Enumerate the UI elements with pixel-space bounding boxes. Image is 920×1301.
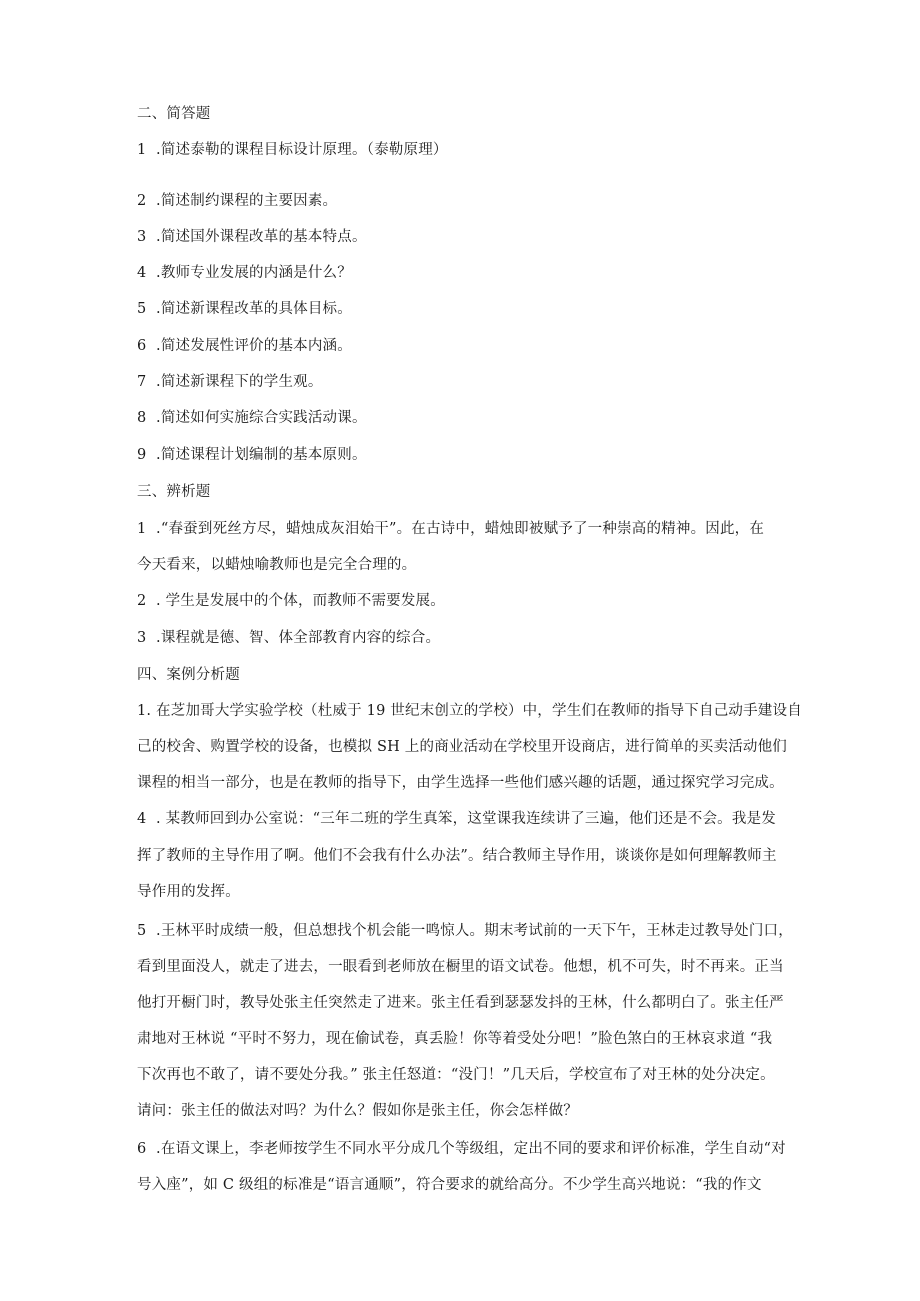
short-answer-item-3: 3 .简述国外课程改革的基本特点。 — [137, 229, 367, 245]
discrimination-item-1-line-1: 1 .“春蚕到死丝方尽，蜡烛成灰泪始干”。在古诗中，蜡烛即被赋予了一种崇高的精神。因此，在 — [137, 521, 765, 537]
case-4-line-1: 4 . 某教师回到办公室说：“三年二班的学生真笨，这堂课我连续讲了三遍，他们还是不会。我是发 — [137, 811, 776, 827]
short-answer-item-4: 4 .教师专业发展的内涵是什么？ — [137, 265, 352, 281]
discrimination-item-3: 3 .课程就是德、智、体全部教育内容的综合。 — [137, 630, 441, 646]
case-6-line-2: 号入座”，如 C 级组的标准是“语言通顺”，符合要求的就给高分。不少学生高兴地说：“我的作文 — [137, 1177, 762, 1193]
case-5-line-1: 5 .王林平时成绩一般，但总想找个机会能一鸣惊人。期末考试前的一天下午，王林走过教导处门口， — [137, 923, 793, 939]
discrimination-item-1-line-2: 今天看来，以蜡烛喻教师也是完全合理的。 — [137, 557, 417, 573]
case-5-line-4: 肃地对王林说 “平时不努力，现在偷试卷，真丢脸！你等着受处分吧！”脸色煞白的王林哀求道 “我 — [137, 1031, 773, 1047]
short-answer-item-1: 1 .简述泰勒的课程目标设计原理。（泰勒原理） — [137, 142, 448, 158]
section-heading-case-analysis: 四、案例分析题 — [137, 667, 240, 683]
case-5-line-5: 下次再也不敢了，请不要处分我。” 张主任怒道：“没门！”几天后，学校宣布了对王林的处分决定。 — [137, 1067, 775, 1083]
short-answer-item-7: 7 .简述新课程下的学生观。 — [137, 374, 323, 390]
short-answer-item-5: 5 .简述新课程改革的具体目标。 — [137, 301, 352, 317]
short-answer-item-6: 6 .简述发展性评价的基本内涵。 — [137, 338, 352, 354]
section-heading-short-answer: 二、简答题 — [137, 106, 211, 122]
section-heading-discrimination: 三、辨析题 — [137, 484, 211, 500]
short-answer-item-9: 9 .简述课程计划编制的基本原则。 — [137, 447, 367, 463]
case-6-line-1: 6 .在语文课上，李老师按学生不同水平分成几个等级组，定出不同的要求和评价标准，学生自动“对 — [137, 1141, 786, 1157]
case-5-line-2: 看到里面没人，就走了进去，一眼看到老师放在橱里的语文试卷。他想，机不可失，时不再来。正当 — [137, 959, 784, 975]
case-5-line-3: 他打开橱门时，教导处张主任突然走了进来。张主任看到瑟瑟发抖的王林，什么都明白了。张主任严 — [137, 995, 784, 1011]
case-1-line-3: 课程的相当一部分，也是在教师的指导下，由学生选择一些他们感兴趣的话题，通过探究学习完成。 — [137, 775, 784, 791]
case-5-line-6: 请问：张主任的做法对吗？为什么？假如你是张主任，你会怎样做？ — [137, 1103, 578, 1119]
case-4-line-2: 挥了教师的主导作用了啊。他们不会我有什么办法”。结合教师主导作用，谈谈你是如何理解教师主 — [137, 848, 777, 864]
case-4-line-3: 导作用的发挥。 — [137, 884, 240, 900]
short-answer-item-8: 8 .简述如何实施综合实践活动课。 — [137, 410, 367, 426]
case-1-line-1: 1. 在芝加哥大学实验学校（杜威于 19 世纪末创立的学校）中，学生们在教师的指导下自己动手建设自 — [137, 703, 802, 719]
short-answer-item-2: 2 .简述制约课程的主要因素。 — [137, 193, 338, 209]
case-1-line-2: 己的校舍、购置学校的设备，也模拟 SH 上的商业活动在学校里开设商店，进行简单的买卖活动他们 — [137, 739, 787, 755]
discrimination-item-2: 2 . 学生是发展中的个体，而教师不需要发展。 — [137, 593, 445, 609]
